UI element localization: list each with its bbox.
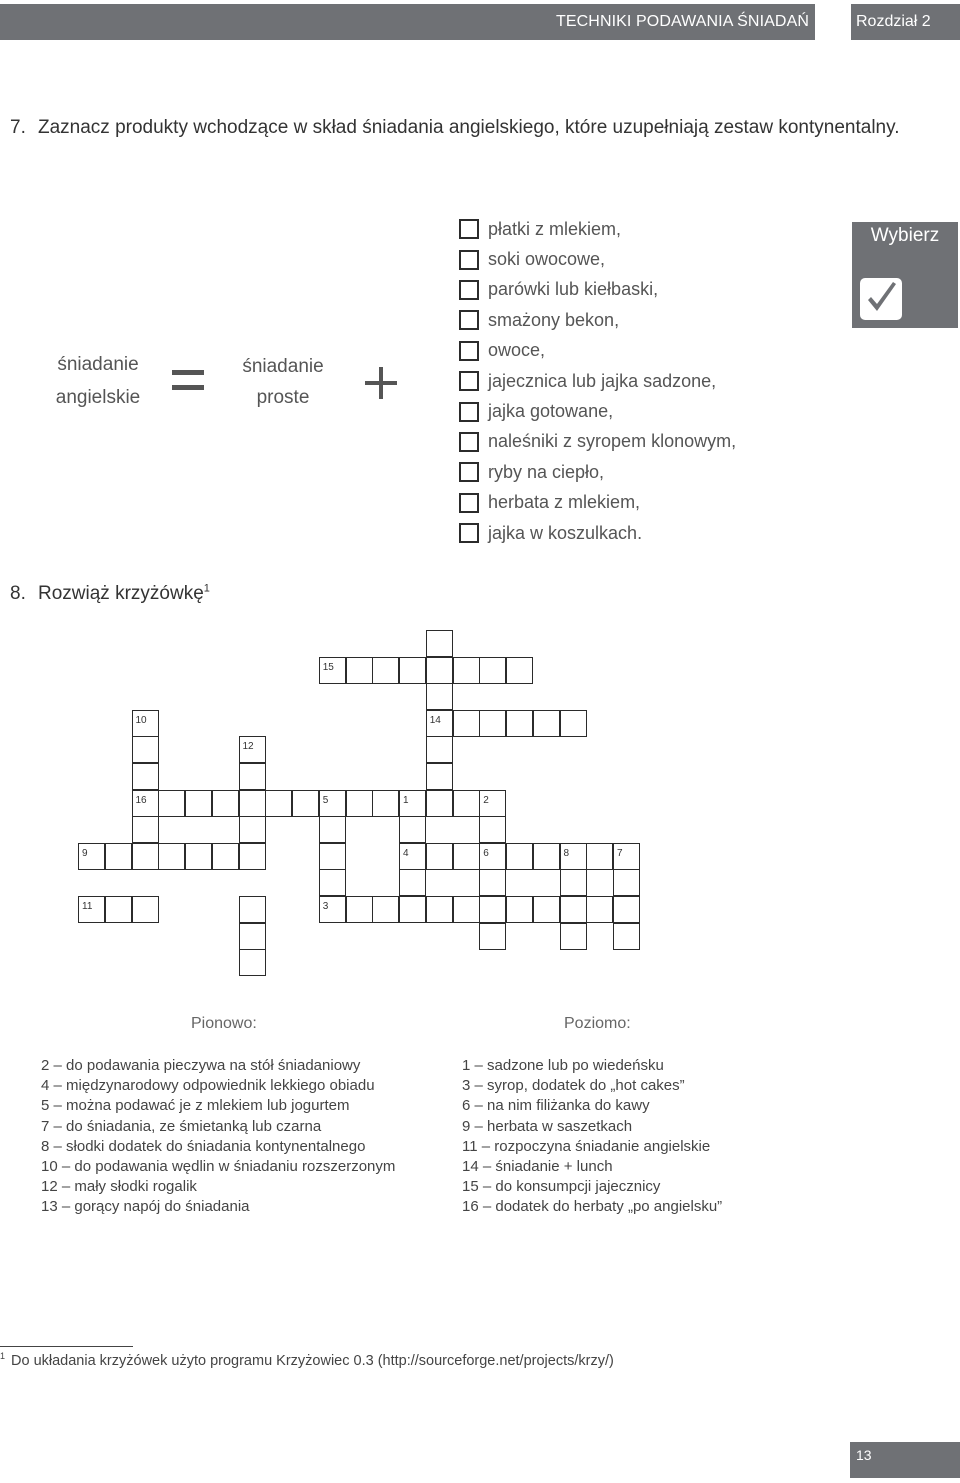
down-clue: 8 – słodki dodatek do śniadania kontynentalnego [41, 1137, 366, 1155]
crossword-cell[interactable] [613, 896, 640, 923]
option-checkbox[interactable] [459, 371, 479, 391]
crossword-cell[interactable] [78, 896, 105, 923]
crossword-cell[interactable] [319, 816, 346, 843]
crossword-cell[interactable] [239, 843, 266, 870]
simple-breakfast-line2: proste [256, 387, 310, 408]
option-item[interactable] [459, 366, 736, 396]
across-clue: 9 – herbata w saszetkach [462, 1117, 633, 1135]
choose-badge-label: Wybierz [870, 225, 940, 246]
crossword-cell[interactable] [506, 843, 533, 870]
option-item[interactable] [459, 457, 736, 487]
crossword-cell[interactable] [613, 923, 640, 950]
across-clue: 16 – dodatek do herbaty „po angielsku” [462, 1198, 723, 1216]
crossword-cell[interactable] [212, 843, 239, 870]
crossword-cell[interactable] [560, 869, 587, 896]
crossword-cell[interactable] [453, 896, 480, 923]
down-clue: 13 – gorący napój do śniadania [41, 1198, 250, 1216]
crossword-cell[interactable] [533, 843, 560, 870]
crossword-cell[interactable] [533, 896, 560, 923]
option-item[interactable] [459, 244, 736, 274]
crossword-cell[interactable] [586, 843, 613, 870]
crossword-cell[interactable] [346, 896, 373, 923]
crossword-cell[interactable] [239, 790, 266, 817]
crossword-cell[interactable] [158, 790, 185, 817]
crossword-cell[interactable] [78, 843, 105, 870]
crossword-cell[interactable] [372, 657, 399, 684]
english-breakfast-line2: angielskie [55, 387, 141, 408]
option-checkbox[interactable] [459, 402, 479, 422]
option-label: herbata z mlekiem, [488, 492, 641, 513]
down-clues-title: Pionowo: [191, 1015, 257, 1032]
crossword-cell[interactable] [158, 843, 185, 870]
crossword-cell[interactable] [506, 710, 533, 737]
crossword-cell[interactable] [506, 896, 533, 923]
footnote-divider [0, 1346, 133, 1347]
crossword-cell-number: 6 [483, 847, 489, 859]
option-item[interactable] [459, 427, 736, 457]
question-7 [10, 114, 910, 141]
crossword-cell[interactable] [426, 736, 453, 763]
option-checkbox[interactable] [459, 462, 479, 482]
crossword-cell[interactable] [319, 843, 346, 870]
crossword-cell[interactable] [560, 923, 587, 950]
choose-badge [852, 222, 958, 328]
crossword-cell[interactable] [426, 790, 453, 817]
question-8-number: 8. [10, 583, 26, 604]
crossword-cell[interactable] [479, 790, 506, 817]
crossword-cell[interactable] [372, 790, 399, 817]
option-checkbox[interactable] [459, 280, 479, 300]
crossword-cell[interactable] [479, 923, 506, 950]
option-item[interactable] [459, 305, 736, 335]
crossword-cell[interactable] [372, 896, 399, 923]
option-item[interactable] [459, 396, 736, 426]
crossword-cell[interactable] [239, 763, 266, 790]
crossword-cell[interactable] [319, 657, 346, 684]
crossword-cell[interactable] [399, 896, 426, 923]
crossword-cell[interactable] [453, 843, 480, 870]
option-label: smażony bekon, [488, 309, 620, 330]
footnote-number: 1 [0, 1351, 6, 1362]
crossword-cell[interactable] [399, 790, 426, 817]
option-label: owoce, [488, 340, 546, 361]
crossword-cell[interactable] [426, 657, 453, 684]
crossword-cell[interactable] [239, 736, 266, 763]
crossword-cell[interactable] [239, 816, 266, 843]
simple-breakfast-line1: śniadanie [242, 356, 324, 377]
down-clues [41, 1056, 395, 1218]
crossword-cell[interactable] [399, 657, 426, 684]
crossword-cell[interactable] [426, 710, 453, 737]
crossword-cell[interactable] [265, 790, 292, 817]
question-7-number: 7. [10, 117, 26, 138]
across-clue: 14 – śniadanie + lunch [462, 1158, 613, 1176]
crossword-cell[interactable] [613, 843, 640, 870]
option-label: płatki z mlekiem, [488, 218, 622, 239]
crossword-cell[interactable] [560, 896, 587, 923]
crossword-cell[interactable] [132, 736, 159, 763]
equals-icon [172, 370, 204, 375]
crossword-cell[interactable] [132, 843, 159, 870]
page-number: 13 [850, 1442, 960, 1478]
crossword-cell[interactable] [479, 896, 506, 923]
crossword-cell-number: 8 [563, 847, 570, 859]
down-clue: 10 – do podawania wędlin w śniadaniu rozszerzonym [41, 1158, 396, 1176]
option-checkbox[interactable] [459, 493, 479, 513]
crossword-cell[interactable] [506, 657, 533, 684]
crossword-cell[interactable] [212, 790, 239, 817]
across-clue: 3 – syrop, dodatek do „hot cakes” [462, 1077, 685, 1095]
crossword-cell-number: 3 [322, 901, 329, 912]
down-clue: 12 – mały słodki rogalik [41, 1178, 197, 1196]
across-clue: 11 – rozpoczyna śniadanie angielskie [462, 1137, 711, 1155]
crossword-cell[interactable] [132, 816, 159, 843]
option-checkbox[interactable] [459, 219, 479, 239]
simple-breakfast-label [233, 351, 333, 413]
crossword-cell[interactable] [132, 710, 159, 737]
option-label: soki owocowe, [488, 249, 606, 270]
option-checkbox[interactable] [459, 432, 479, 452]
english-breakfast-line1: śniadanie [57, 354, 139, 375]
across-clue: 6 – na nim filiżanka do kawy [462, 1097, 650, 1115]
option-checkbox[interactable] [459, 250, 479, 270]
crossword-cell[interactable] [239, 949, 266, 976]
crossword-cell[interactable] [586, 896, 613, 923]
crossword-cell[interactable] [560, 843, 587, 870]
crossword-cell[interactable] [479, 869, 506, 896]
crossword-cell[interactable] [426, 630, 453, 657]
crossword-cell[interactable] [479, 816, 506, 843]
option-item[interactable] [459, 336, 736, 366]
crossword-cell-number: 4 [403, 847, 409, 859]
crossword-cell-number: 9 [82, 847, 88, 859]
across-clue: 1 – sadzone lub po wiedeńsku [462, 1057, 664, 1074]
crossword-cell[interactable] [132, 896, 159, 923]
down-clue: 2 – do podawania pieczywa na stół śniadaniowy [41, 1057, 361, 1074]
crossword-cell[interactable] [479, 710, 506, 737]
crossword-cell-number: 1 [403, 794, 409, 806]
option-label: jajecznica lub jajka sadzone, [488, 370, 717, 391]
crossword-cell[interactable] [346, 790, 373, 817]
crossword-cell-number: 2 [483, 794, 489, 806]
crossword-cell[interactable] [185, 843, 212, 870]
crossword-cell-number: 14 [429, 714, 441, 726]
crossword-cell[interactable] [560, 710, 587, 737]
footnote-text: Do układania krzyżówek użyto programu Krzyżowiec 0.3 (http://sourceforge.net/projects/krzy/) [11, 1353, 614, 1369]
crossword-cell[interactable] [479, 843, 506, 870]
crossword-cell[interactable] [453, 790, 480, 817]
crossword-cell[interactable] [319, 869, 346, 896]
crossword-cell[interactable] [453, 657, 480, 684]
across-clue: 15 – do konsumpcji jajecznicy [462, 1178, 661, 1196]
crossword-cell-number: 12 [242, 741, 254, 753]
option-list [459, 214, 736, 548]
down-clue: 7 – do śniadania, ze śmietanką lub czarna [41, 1117, 322, 1135]
crossword-cell[interactable] [239, 896, 266, 923]
crossword-cell[interactable] [426, 763, 453, 790]
crossword-cell-number: 5 [322, 794, 329, 806]
down-clue: 4 – międzynarodowy odpowiednik lekkiego obiadu [41, 1077, 375, 1095]
crossword-cell-number: 7 [617, 847, 623, 859]
crossword-cell-number: 10 [135, 714, 147, 726]
crossword-cell[interactable] [426, 683, 453, 710]
option-label: naleśniki z syropem klonowym, [488, 431, 737, 452]
footnote [0, 1352, 614, 1370]
crossword-cell[interactable] [426, 843, 453, 870]
equals-icon-lower [172, 385, 204, 390]
header-chapter: Rozdział 2 [851, 4, 960, 40]
crossword-cell[interactable] [426, 896, 453, 923]
crossword-cell[interactable] [132, 763, 159, 790]
crossword-cell[interactable] [399, 816, 426, 843]
crossword-cell-number: 15 [322, 661, 334, 673]
across-clues-title: Poziomo: [564, 1015, 631, 1032]
checkmark-icon [860, 278, 902, 320]
crossword-cell[interactable] [132, 790, 159, 817]
crossword-cell[interactable] [319, 790, 346, 817]
question-8-text: Rozwiąż krzyżówkę [38, 583, 204, 604]
question-7-text: Zaznacz produkty wchodzące w skład śniadania angielskiego, które uzupełniają zestaw kontynentalny. [38, 117, 900, 138]
crossword-cell[interactable] [292, 790, 319, 817]
across-clues [462, 1056, 722, 1218]
header-title: TECHNIKI PODAWANIA ŚNIADAŃ [0, 4, 815, 40]
option-item[interactable] [459, 488, 736, 518]
option-label: parówki lub kiełbaski, [488, 279, 659, 300]
option-checkbox[interactable] [459, 523, 479, 543]
option-item[interactable] [459, 214, 736, 244]
option-checkbox[interactable] [459, 341, 479, 361]
option-label: jajka w koszulkach. [488, 522, 643, 543]
crossword-cell[interactable] [346, 657, 373, 684]
crossword-cell[interactable] [399, 843, 426, 870]
crossword-cell[interactable] [399, 869, 426, 896]
crossword-cell[interactable] [105, 843, 132, 870]
down-clue: 5 – można podawać je z mlekiem lub jogurtem [41, 1097, 350, 1115]
crossword-cell[interactable] [185, 790, 212, 817]
crossword-cell[interactable] [533, 710, 560, 737]
option-item[interactable] [459, 518, 736, 548]
question-8 [10, 580, 210, 607]
crossword-cell[interactable] [453, 710, 480, 737]
crossword-cell[interactable] [479, 657, 506, 684]
option-label: jajka gotowane, [488, 401, 614, 422]
crossword-cell[interactable] [239, 923, 266, 950]
crossword-cell-number: 11 [82, 901, 93, 912]
crossword-cell[interactable] [319, 896, 346, 923]
option-checkbox[interactable] [459, 310, 479, 330]
option-label: ryby na ciepło, [488, 461, 605, 482]
crossword-cell[interactable] [613, 869, 640, 896]
footnote-ref: 1 [203, 582, 210, 595]
english-breakfast-label [42, 348, 154, 414]
crossword-cell[interactable] [105, 896, 132, 923]
option-item[interactable] [459, 275, 736, 305]
crossword-cell-number: 16 [135, 794, 147, 806]
